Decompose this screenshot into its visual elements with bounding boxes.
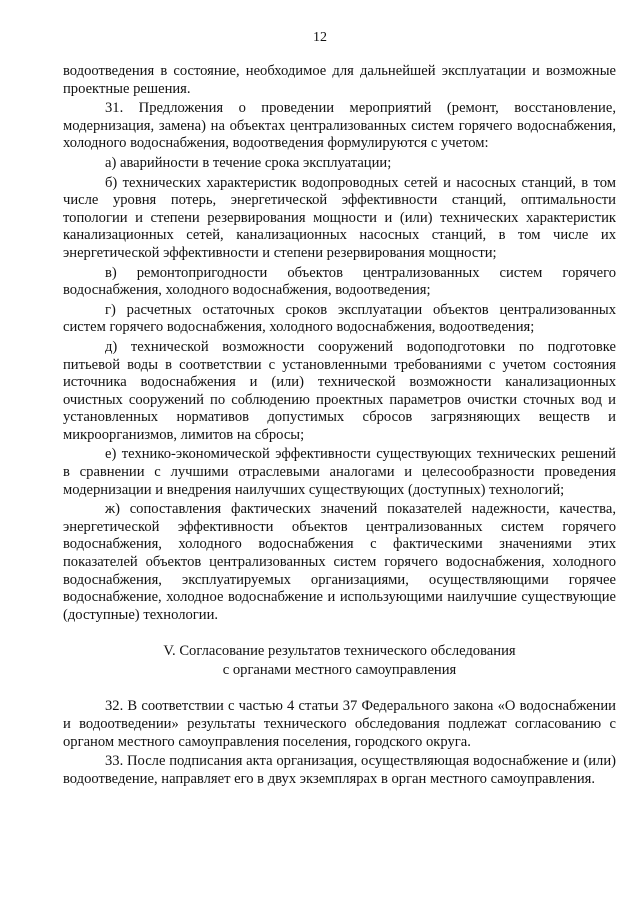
- section-heading: [63, 642, 616, 680]
- section-heading-line-2: с органами местного самоуправления: [222, 662, 457, 679]
- list-item-zh: ж) сопоставления фактических значений показателей надежности, качества, энергетической эффективности объектов централизованных систем горячего водоснабжения, холодного водоснабжения с фактическими значениями этих показателей объектов централизованных систем горячего водоснабжения, холодного водоснабжения, эксплуатируемых организациями, осуществляющими горячее водоснабжение, холодное водоснабжение и использующими наилучшие существующие (доступные) технологии.: [63, 501, 616, 623]
- list-item-e: е) технико-экономической эффективности существующих технических решений в сравнении с лучшими отраслевыми аналогами и целесообразности проведения модернизации и внедрения наилучших существующих (доступных) технологий;: [63, 446, 616, 498]
- paragraph-31: 31. Предложения о проведении мероприятий (ремонт, восстановление, модернизация, замена) на объектах централизованных систем горячего водоснабжения, холодного водоснабжения, водоотведения формулируются с учетом:: [63, 100, 616, 152]
- list-item-d: д) технической возможности сооружений водоподготовки по подготовке питьевой воды в соответствии с установленными требованиями с учетом состояния источника водоснабжения и (или) технической возможности канализационных очистных сооружений по соблюдению проектных параметров очистки сточных вод и установленных нормативов допустимых сбросов загрязняющих веществ и микроорганизмов, лимитов на сбросы;: [63, 338, 616, 443]
- page-number: 12: [313, 30, 327, 45]
- paragraph-continuation: водоотведения в состояние, необходимое для дальнейшей эксплуатации и возможные проектные решения.: [63, 63, 616, 97]
- list-item-v: в) ремонтопригодности объектов централизованных систем горячего водоснабжения, холодного водоснабжения, водоотведения;: [63, 264, 616, 299]
- paragraph-33: 33. После подписания акта организация, осуществляющая водоснабжение и (или) водоотведение, направляет его в двух экземплярах в орган местного самоуправления.: [63, 753, 616, 787]
- list-item-b: б) технических характеристик водопроводных сетей и насосных станций, в том числе уровня потерь, энергетической эффективности станций, оптимальности топологии и степени резервирования мощности и (или) технических характеристик канализационных сетей, канализационных насосных станций, в том числе их энергетической эффективности и степени резервирования мощности;: [63, 174, 616, 261]
- list-item-a: а) аварийности в течение срока эксплуатации;: [105, 154, 392, 171]
- section-heading-line-1: V. Согласование результатов технического обследования: [163, 643, 516, 660]
- document-body: [63, 63, 616, 788]
- list-item-g: г) расчетных остаточных сроков эксплуатации объектов централизованных систем горячего водоснабжения, холодного водоснабжения, водоотведения;: [63, 301, 616, 336]
- paragraph-32: 32. В соответствии с частью 4 статьи 37 Федерального закона «О водоснабжении и водоотведении» результаты технического обследования подлежат согласованию с органом местного самоуправления поселения, городского округа.: [63, 698, 616, 750]
